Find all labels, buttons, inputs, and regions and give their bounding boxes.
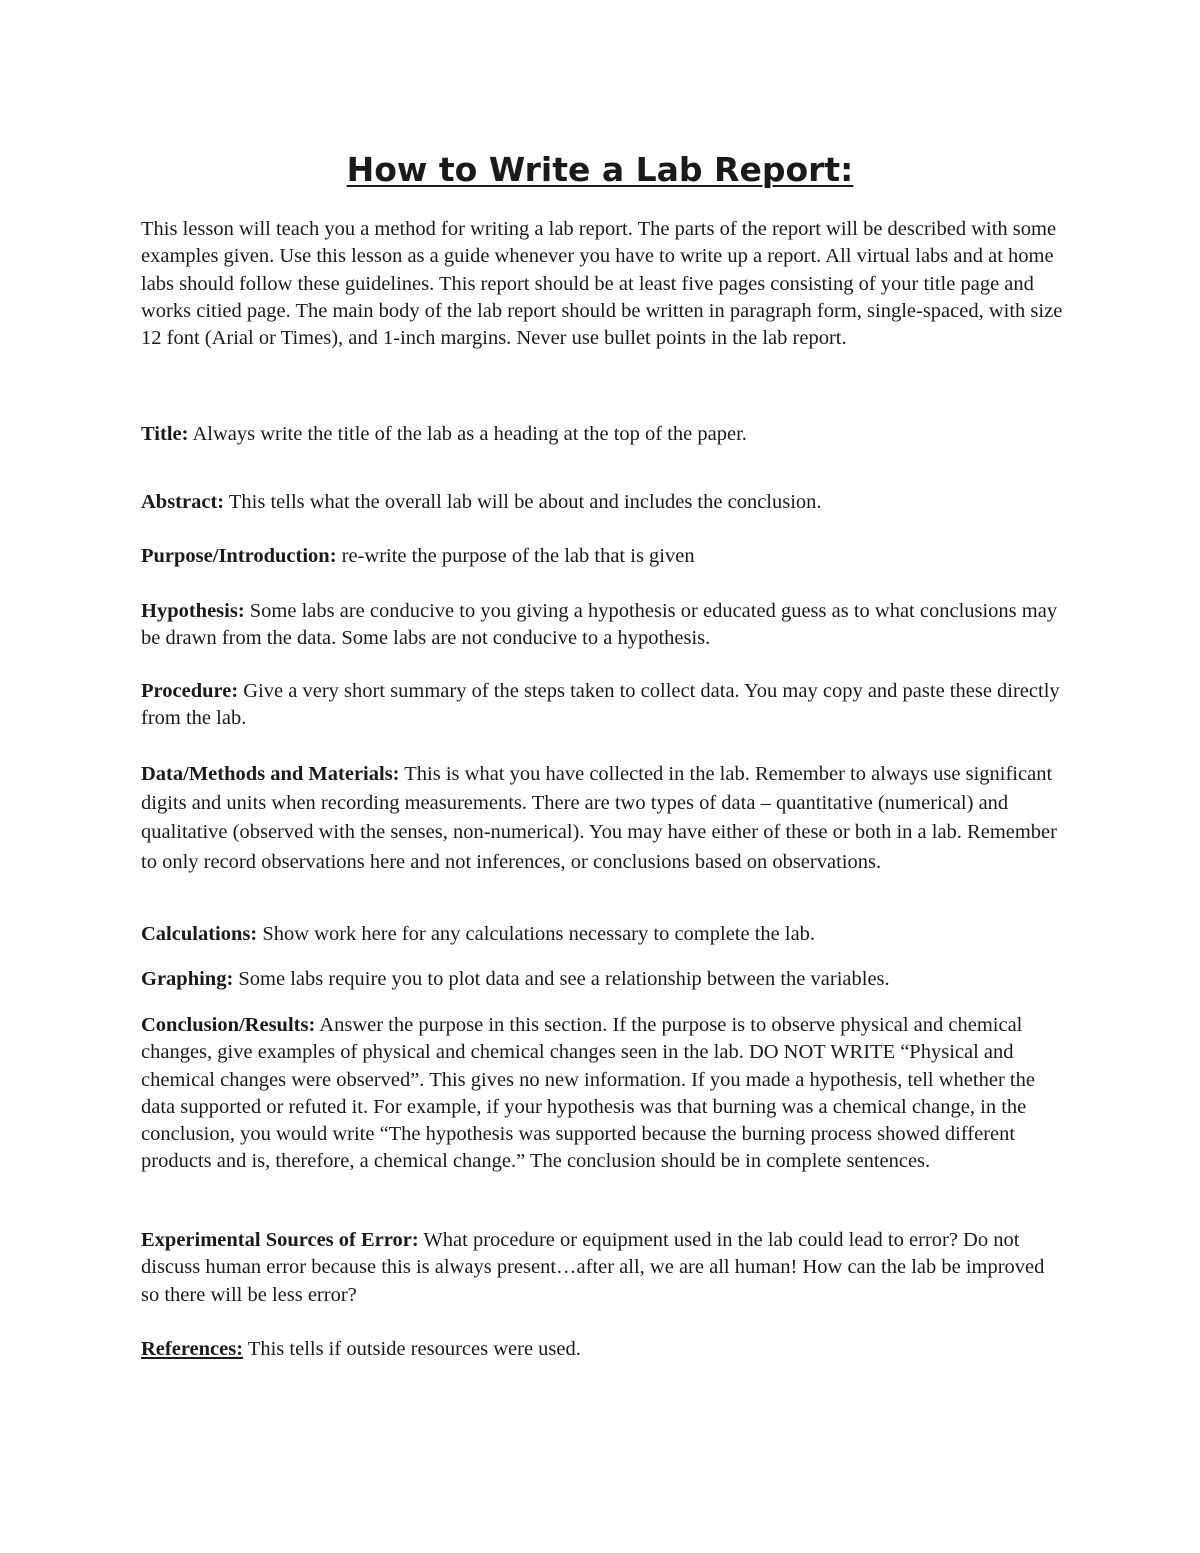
section-error	[141, 1227, 1066, 1309]
section-data-methods-label: Data/Methods and Materials:	[141, 763, 400, 785]
section-hypothesis-label: Hypothesis:	[141, 600, 245, 622]
section-graphing-text: Some labs require you to plot data and see a relationship between the variables.	[238, 968, 890, 990]
section-purpose-label: Purpose/Introduction:	[141, 545, 337, 567]
section-references	[141, 1336, 1066, 1363]
section-graphing	[141, 966, 1066, 993]
section-data-methods-text: This is what you have collected in the lab. Remember to always use significant digits and units when recording measurements. There are two types of data – quantitative (numerical) and qualitative (observed with the senses, non-numerical). You may have either of these or both in a lab. Remember to only record observations here and not inferences, or conclusions based on observations.	[141, 763, 1057, 873]
section-title-label: Title:	[141, 423, 189, 445]
section-purpose-text: re-write the purpose of the lab that is given	[341, 545, 695, 567]
section-calculations	[141, 921, 1066, 948]
section-title	[141, 421, 1066, 448]
intro-paragraph: This lesson will teach you a method for writing a lab report. The parts of the report will be described with some examples given. Use this lesson as a guide whenever you have to write up a report. All virtual labs and at home labs should follow these guidelines. This report should be at least five pages consisting of your title page and works citied page. The main body of the lab report should be written in paragraph form, single-spaced, with size 12 font (Arial or Times), and 1-inch margins. Never use bullet points in the lab report.	[141, 218, 1063, 350]
section-conclusion-text: Answer the purpose in this section. If the purpose is to observe physical and chemical changes, give examples of physical and chemical changes seen in the lab. DO NOT WRITE “Physical and chemical changes were observed”. This gives no new information. If you made a hypothesis, tell whether the data supported or refuted it. For example, if your hypothesis was that burning was a chemical change, in the conclusion, you would write “The hypothesis was supported because the burning process showed different products and is, therefore, a chemical change.” The conclusion should be in complete sentences.	[141, 1014, 1035, 1173]
section-data-methods	[141, 760, 1066, 877]
section-conclusion-label: Conclusion/Results:	[141, 1014, 316, 1036]
section-procedure-text: Give a very short summary of the steps taken to collect data. You may copy and paste these directly from the lab.	[141, 680, 1060, 730]
section-hypothesis-text: Some labs are conducive to you giving a hypothesis or educated guess as to what conclusions may be drawn from the data. Some labs are not conducive to a hypothesis.	[141, 600, 1058, 650]
section-abstract-label: Abstract:	[141, 491, 225, 513]
section-references-label: References:	[141, 1338, 244, 1360]
section-title-text: Always write the title of the lab as a heading at the top of the paper.	[192, 423, 747, 445]
section-hypothesis	[141, 598, 1066, 653]
section-graphing-label: Graphing:	[141, 968, 234, 990]
section-references-text: This tells if outside resources were used.	[247, 1338, 581, 1360]
section-abstract-text: This tells what the overall lab will be about and includes the conclusion.	[228, 491, 822, 513]
section-calculations-label: Calculations:	[141, 923, 258, 945]
section-calculations-text: Show work here for any calculations necessary to complete the lab.	[262, 923, 816, 945]
section-conclusion	[141, 1012, 1066, 1176]
section-purpose	[141, 543, 1066, 570]
section-error-label: Experimental Sources of Error:	[141, 1229, 419, 1251]
section-abstract	[141, 489, 1066, 516]
section-procedure-label: Procedure:	[141, 680, 239, 702]
document-title: How to Write a Lab Report:	[346, 150, 854, 189]
section-procedure	[141, 678, 1066, 733]
section-error-text: What procedure or equipment used in the lab could lead to error? Do not discuss human error because this is always present…after all, we are all human! How can the lab be improved so there will be less error?	[141, 1229, 1045, 1306]
